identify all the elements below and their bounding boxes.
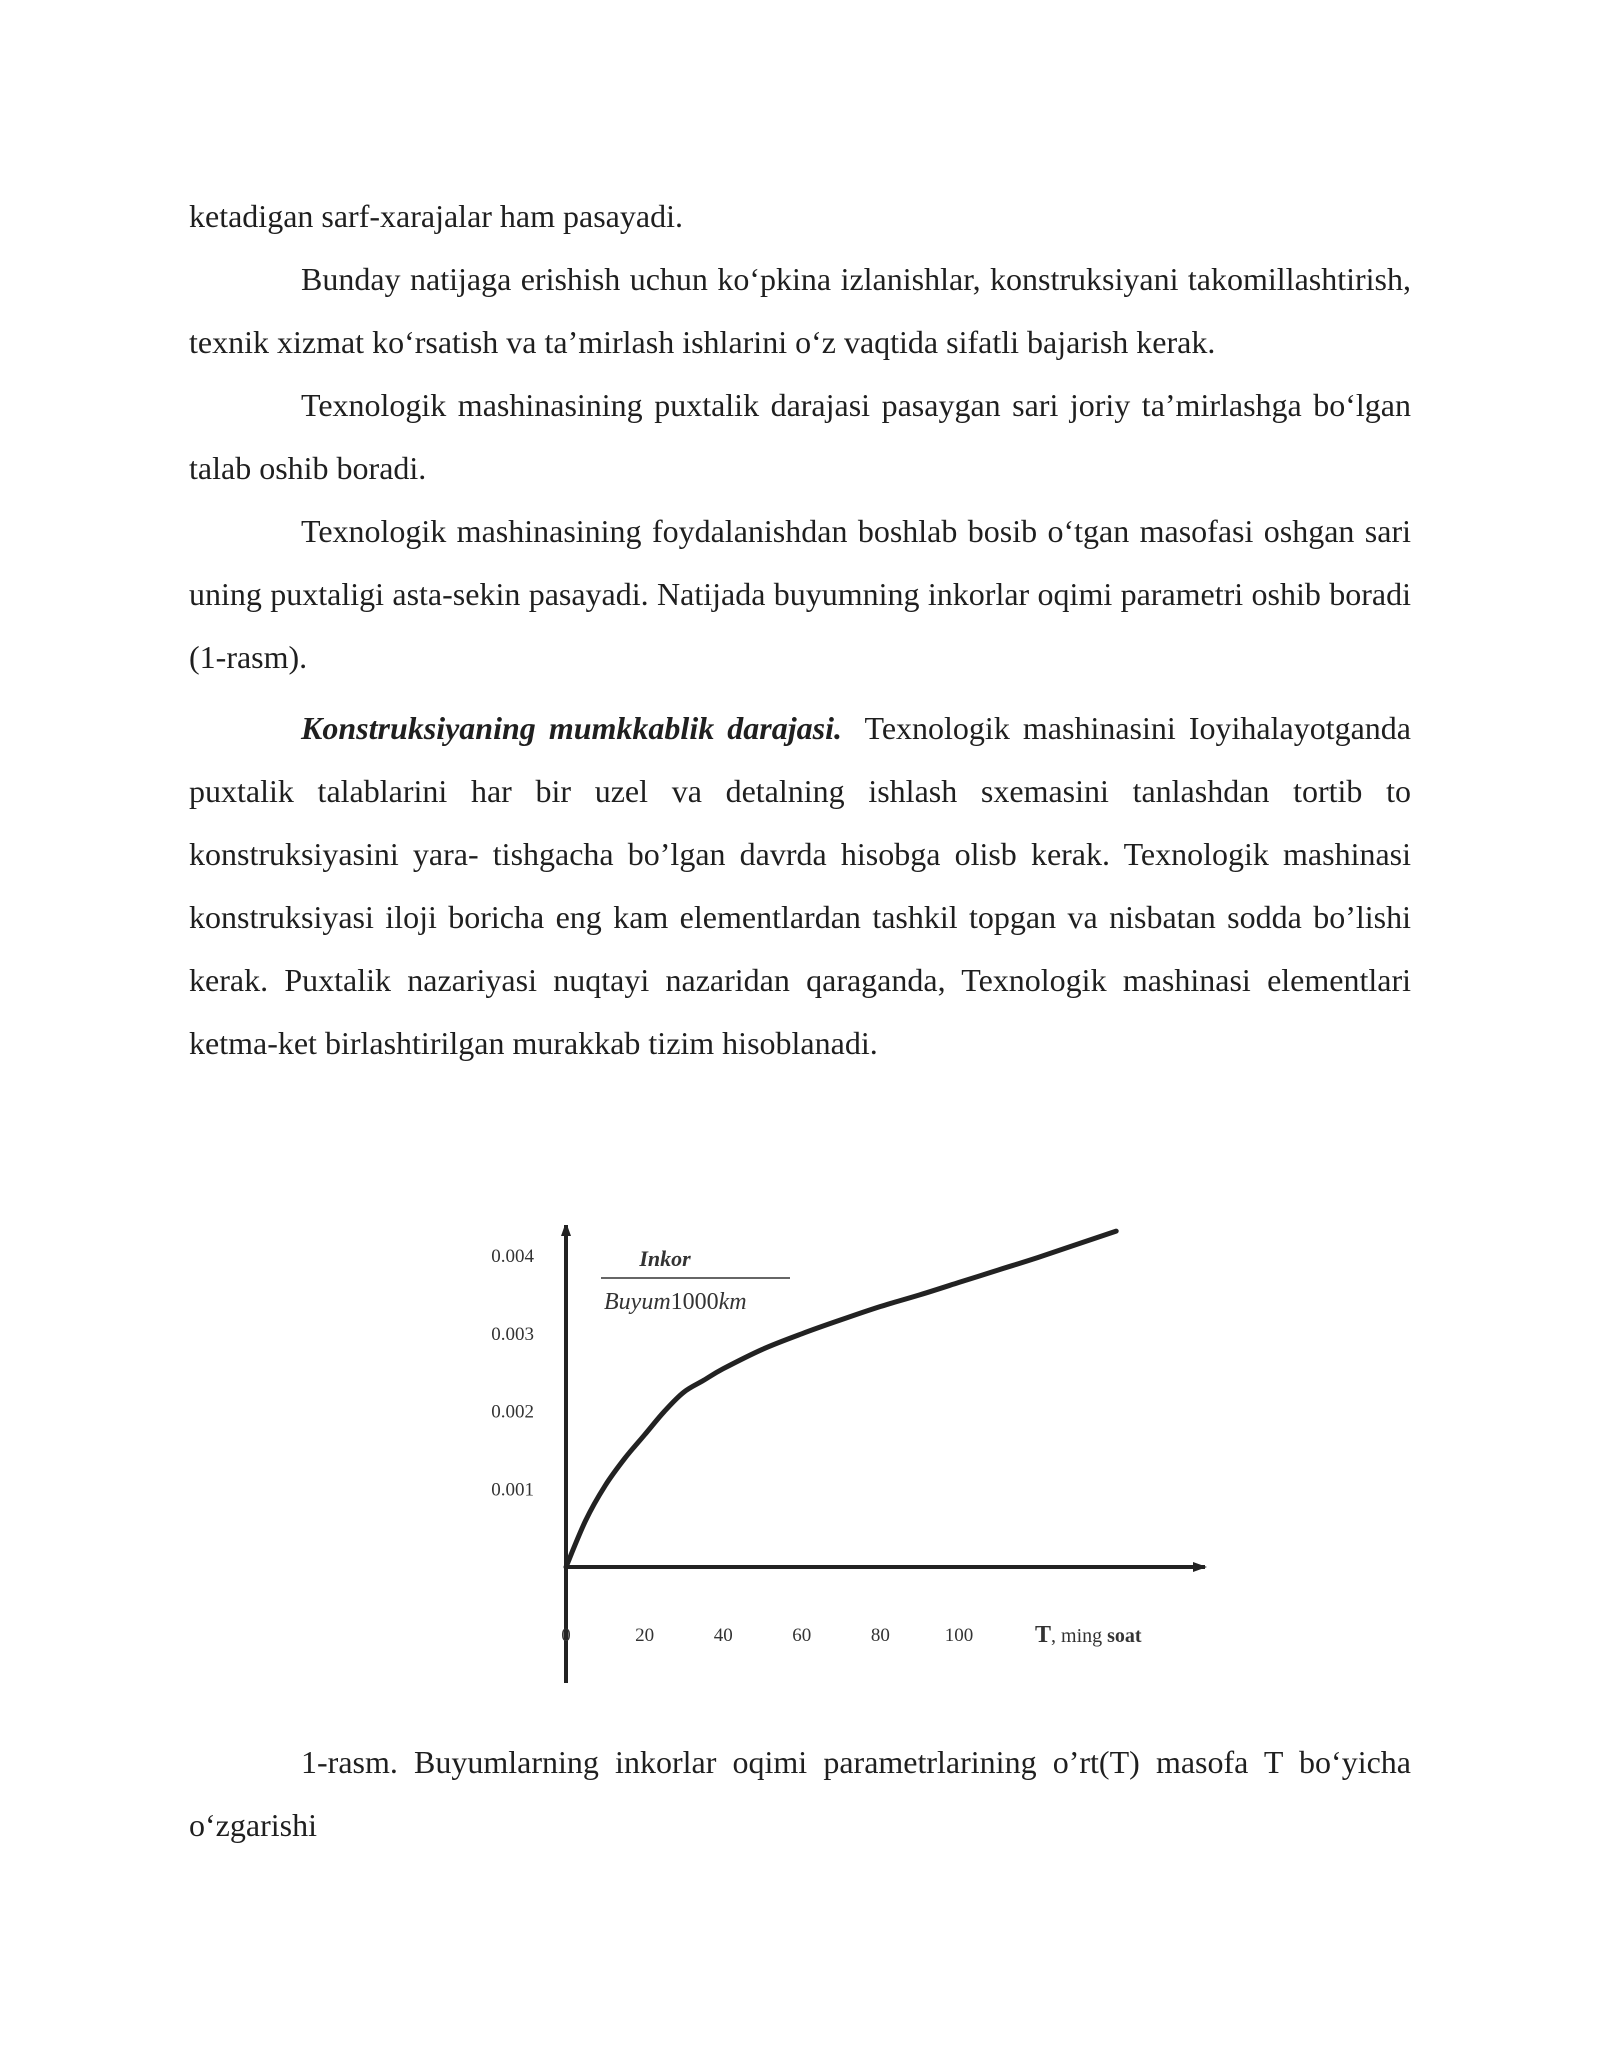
x-tick-label: 80 — [870, 1625, 890, 1646]
x-tick-label: 100 — [944, 1625, 974, 1646]
paragraph-1: ketadigan sarf-xarajalar ham pasayadi. — [189, 198, 683, 234]
y-tick-label: 0.004 — [491, 1246, 534, 1267]
paragraph-3: Texnologik mashinasining puxtalik darajasi pasaygan sari joriy ta’mirlashga bo‘lgan talab oshib boradi. — [189, 387, 1411, 486]
x-tick-label: 0 — [561, 1625, 571, 1646]
paragraph-5-body: Texnologik mashinasini Ioyihalayotganda puxtalik talablarini har bir uzel va detalning ishlash sxemasini tanlashdan tortib to konstruksiyasini yara- tishgacha bo’lgan davrda hisobga olisb kerak. Texnologik mashinasi konstruksiyasi iloji boricha eng kam elementlardan tashkil topgan va nisbatan sodda bo’lishi kerak. Puxtalik nazariyasi nuqtayi nazaridan qaraganda, Texnologik mashinasi elementlari ketma-ket birlashtirilgan murakkab tizim hisoblanadi. — [189, 710, 1412, 1061]
paragraph-4: Texnologik mashinasining foydalanishdan boshlab bosib o‘tgan masofasi oshgan sari uning puxtaligi asta-sekin pasayadi. Natijada buyumning inkorlar oqimi parametri oshib boradi (1-rasm). — [189, 513, 1411, 675]
paragraph-5 — [189, 697, 1411, 1075]
y-axis-label-numerator: Inkor — [639, 1246, 691, 1271]
chart-series — [566, 1231, 1116, 1567]
document-body — [189, 185, 1411, 1075]
x-tick-label: 20 — [635, 1625, 655, 1646]
y-tick-label: 0.003 — [491, 1323, 534, 1345]
y-axis-label-denominator: Buyum1000km — [604, 1289, 747, 1315]
series-line — [566, 1231, 1116, 1567]
y-tick-label: 0.002 — [491, 1401, 534, 1423]
x-tick-label: 60 — [792, 1625, 812, 1646]
section-heading: Konstruksiyaning mumkkablik darajasi. — [301, 710, 842, 746]
paragraph-2: Bunday natijaga erishish uchun ko‘pkina izlanishlar, konstruksiyani takomillashtirish, texnik xizmat ko‘rsatish va ta’mirlash ishlarini o‘z vaqtida sifatli bajarish kerak. — [189, 261, 1411, 360]
y-tick-labels — [491, 1246, 534, 1500]
x-axis-label: T, ming soat — [1035, 1622, 1142, 1648]
figure-caption-text: 1-rasm. Buyumlarning inkorlar oqimi parametrlarining o’rt(T) masofa T bo‘yicha o‘zgarishi — [189, 1744, 1411, 1843]
figure-caption — [189, 1731, 1411, 1857]
figure-1 — [470, 1225, 1230, 1695]
x-tick-label: 40 — [713, 1625, 733, 1646]
failure-rate-chart — [470, 1225, 1230, 1695]
y-tick-label: 0.001 — [491, 1479, 534, 1501]
x-tick-labels — [561, 1625, 973, 1646]
